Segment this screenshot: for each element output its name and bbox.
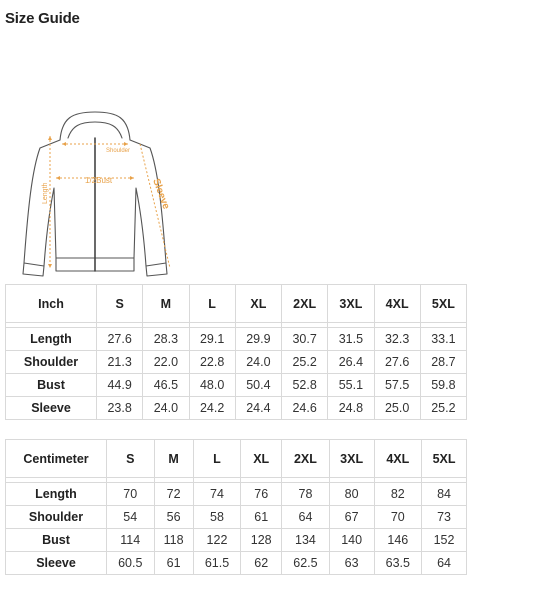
table-cell: 23.8: [97, 397, 143, 420]
cm-size-header: 3XL: [329, 440, 374, 478]
table-row: [6, 374, 467, 397]
table-cell: 46.5: [143, 374, 189, 397]
cm-size-header: S: [107, 440, 155, 478]
table-row: [6, 483, 467, 506]
inch-size-header: L: [189, 285, 235, 323]
table-cell: 63.5: [374, 552, 422, 575]
table-cell: 76: [241, 483, 282, 506]
table-row: [6, 506, 467, 529]
shoulder-label: Shoulder: [106, 148, 131, 154]
table-cell: 59.8: [420, 374, 466, 397]
table-cell: 58: [193, 506, 241, 529]
table-cell: 32.3: [374, 328, 420, 351]
cm-unit-header: Centimeter: [6, 440, 107, 478]
table-cell: 84: [422, 483, 467, 506]
cm-size-header: XL: [241, 440, 282, 478]
table-cell: 63: [329, 552, 374, 575]
hoodie-measurement-diagram: [10, 108, 185, 280]
table-cell: 72: [154, 483, 193, 506]
inch-size-table: [5, 284, 467, 420]
table-cell: 152: [422, 529, 467, 552]
row-label: Sleeve: [6, 397, 97, 420]
table-cell: 25.2: [420, 397, 466, 420]
table-cell: 24.0: [143, 397, 189, 420]
inch-unit-header: Inch: [6, 285, 97, 323]
table-cell: 67: [329, 506, 374, 529]
hood-outline: [60, 112, 130, 140]
table-cell: 26.4: [328, 351, 374, 374]
row-label: Shoulder: [6, 351, 97, 374]
cm-size-header: 4XL: [374, 440, 422, 478]
table-row: [6, 552, 467, 575]
table-cell: 22.8: [189, 351, 235, 374]
table-cell: 52.8: [282, 374, 328, 397]
inch-size-header: 5XL: [420, 285, 466, 323]
table-row: [6, 397, 467, 420]
table-cell: 61: [241, 506, 282, 529]
table-cell: 29.9: [235, 328, 281, 351]
table-cell: 60.5: [107, 552, 155, 575]
table-cell: 33.1: [420, 328, 466, 351]
table-cell: 62: [241, 552, 282, 575]
table-cell: 28.3: [143, 328, 189, 351]
table-cell: 64: [422, 552, 467, 575]
table-cell: 122: [193, 529, 241, 552]
table-cell: 57.5: [374, 374, 420, 397]
inch-size-header: 3XL: [328, 285, 374, 323]
table-cell: 114: [107, 529, 155, 552]
table-cell: 118: [154, 529, 193, 552]
sleeve-label: Sleeve: [150, 177, 172, 211]
table-cell: 28.7: [420, 351, 466, 374]
table-cell: 30.7: [282, 328, 328, 351]
cm-header-row: [6, 440, 467, 478]
inch-size-header: 4XL: [374, 285, 420, 323]
table-cell: 64: [282, 506, 330, 529]
table-cell: 80: [329, 483, 374, 506]
table-cell: 134: [282, 529, 330, 552]
row-label: Length: [6, 483, 107, 506]
table-cell: 70: [374, 506, 422, 529]
table-cell: 62.5: [282, 552, 330, 575]
table-row: [6, 328, 467, 351]
cm-size-header: M: [154, 440, 193, 478]
table-cell: 24.4: [235, 397, 281, 420]
page-title: Size Guide: [5, 10, 80, 27]
table-cell: 73: [422, 506, 467, 529]
table-cell: 146: [374, 529, 422, 552]
cm-size-header: 2XL: [282, 440, 330, 478]
table-cell: 48.0: [189, 374, 235, 397]
row-label: Sleeve: [6, 552, 107, 575]
table-cell: 128: [241, 529, 282, 552]
table-cell: 140: [329, 529, 374, 552]
row-label: Bust: [6, 529, 107, 552]
inch-size-header: 2XL: [282, 285, 328, 323]
table-cell: 27.6: [97, 328, 143, 351]
table-cell: 78: [282, 483, 330, 506]
row-label: Length: [6, 328, 97, 351]
table-cell: 24.0: [235, 351, 281, 374]
table-cell: 61: [154, 552, 193, 575]
inch-header-row: [6, 285, 467, 323]
centimeter-size-table: [5, 439, 467, 575]
table-cell: 70: [107, 483, 155, 506]
cm-size-header: 5XL: [422, 440, 467, 478]
table-cell: 25.2: [282, 351, 328, 374]
table-cell: 29.1: [189, 328, 235, 351]
bust-label: 1/2Bust: [85, 176, 113, 185]
inch-size-header: XL: [235, 285, 281, 323]
table-cell: 25.0: [374, 397, 420, 420]
table-row: [6, 529, 467, 552]
row-label: Bust: [6, 374, 97, 397]
table-cell: 55.1: [328, 374, 374, 397]
table-cell: 24.8: [328, 397, 374, 420]
table-cell: 50.4: [235, 374, 281, 397]
table-cell: 61.5: [193, 552, 241, 575]
table-cell: 24.2: [189, 397, 235, 420]
table-cell: 31.5: [328, 328, 374, 351]
table-cell: 44.9: [97, 374, 143, 397]
table-cell: 21.3: [97, 351, 143, 374]
table-cell: 82: [374, 483, 422, 506]
table-cell: 24.6: [282, 397, 328, 420]
table-cell: 74: [193, 483, 241, 506]
row-label: Shoulder: [6, 506, 107, 529]
table-cell: 27.6: [374, 351, 420, 374]
table-row: [6, 351, 467, 374]
table-cell: 54: [107, 506, 155, 529]
table-cell: 56: [154, 506, 193, 529]
inch-size-header: M: [143, 285, 189, 323]
table-cell: 22.0: [143, 351, 189, 374]
inch-size-header: S: [97, 285, 143, 323]
length-label: Length: [42, 182, 49, 204]
cm-size-header: L: [193, 440, 241, 478]
